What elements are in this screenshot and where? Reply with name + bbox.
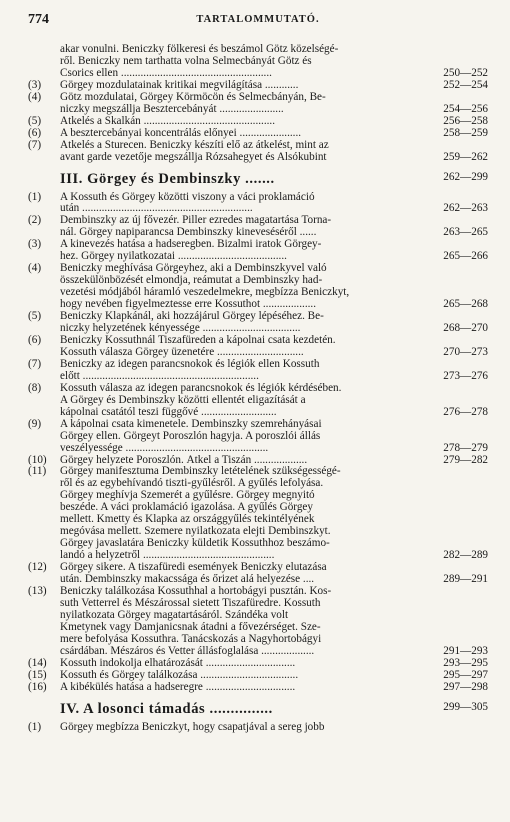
toc-entry — [28, 670, 488, 682]
page-range: 258—259 — [443, 126, 488, 139]
toc-entry — [28, 263, 488, 311]
entry-number: (13) — [28, 584, 47, 597]
entry-line: Kossuth és Görgey találkozása ................................... — [60, 669, 299, 681]
entry-text — [60, 586, 410, 658]
entry-text — [60, 562, 410, 586]
entry-number: (12) — [28, 561, 47, 574]
page-range: 295—297 — [443, 668, 488, 681]
entry-text — [60, 466, 410, 562]
toc-entry — [28, 383, 488, 419]
entry-text — [60, 419, 410, 455]
entry-line: Görgey megbízza Beniczkyt, hogy csapatjával a sereg jobb — [60, 721, 325, 733]
toc-entry — [28, 359, 488, 383]
page-range: 259—262 — [443, 150, 488, 163]
entry-text — [60, 239, 410, 263]
entry-text — [60, 116, 410, 128]
entry-line: Beniczky találkozása Kossuthhal a hortobágyi pusztán. Kos- — [60, 585, 332, 597]
page-range: 282—289 — [443, 549, 488, 562]
entry-line: III. Görgey és Dembinszky ....... — [60, 170, 275, 187]
toc-entry — [28, 658, 488, 670]
page-range: 293—295 — [443, 656, 488, 669]
entry-line: niczky helyzetének kényessége ................................... — [60, 323, 301, 335]
entry-line: ről. Beniczky nem tarthatta volna Selmecbányát Götz és — [60, 55, 312, 67]
entry-line: csárdában. Mészáros és Vetter állásfoglalása ................... — [60, 645, 315, 657]
entry-line: A kibékülés hatása a hadseregre ................................ — [60, 681, 296, 693]
toc-entry — [28, 215, 488, 239]
entry-line: megóvása mellett. Szemere nyilatkozata elejti Dembinszkyt. — [60, 526, 331, 538]
entry-line: kápolnai csatától teszi függővé ........................... — [60, 406, 277, 418]
entry-line: A besztercebányai koncentrálás előnyei ...................... — [60, 127, 302, 139]
toc-entry — [28, 455, 488, 467]
entry-text — [60, 140, 410, 164]
entry-line: Beniczky Kossuthnál Tiszafüreden a kápolnai csata kezdetén. — [60, 334, 336, 346]
page-range: 291—293 — [443, 644, 488, 657]
entry-line: A Kossuth és Görgey közötti viszony a váci proklamáció — [60, 191, 315, 203]
page-range: 276—278 — [443, 405, 488, 418]
page-range: 250—252 — [443, 66, 488, 79]
page-range: 254—256 — [443, 102, 488, 115]
entry-text — [60, 128, 410, 140]
entry-line: előtt ............................................................... — [60, 370, 259, 382]
page-range: 278—279 — [443, 441, 488, 454]
entry-line: Görgey manifesztuma Dembinszky letételének szükségességé- — [60, 466, 341, 478]
toc-entry — [28, 335, 488, 359]
page-number: 774 — [28, 12, 49, 27]
entry-line: vezetési módjából háramló veszedelmekre, megbízza Beniczkyt, — [60, 287, 350, 299]
entry-number: (9) — [28, 417, 42, 430]
entry-line: Beniczky Klapkánál, aki hozzájárul Görgey lépéséhez. Be- — [60, 311, 324, 323]
entry-line: Görgey helyzete Poroszlón. Átkel a Tiszán ................... — [60, 454, 308, 466]
entry-number: (6) — [28, 333, 42, 346]
entry-line: összekülönbözését elmondja, reámutat a Dembinszky had- — [60, 275, 323, 287]
toc-section-heading — [28, 700, 488, 718]
toc-entry — [28, 239, 488, 263]
entry-line: beszéde. A váci proklamáció igazolása. A gyűlés Görgey — [60, 502, 313, 514]
page-range: 263—265 — [443, 226, 488, 239]
page-range: 262—299 — [443, 170, 488, 183]
entry-number: (3) — [28, 238, 42, 251]
entry-text — [60, 455, 410, 467]
toc-entry — [28, 682, 488, 694]
entry-number: (1) — [28, 190, 42, 203]
entry-line: Görgey mozdulatainak kritikai megvilágítása ............ — [60, 79, 299, 91]
entry-text — [60, 359, 410, 383]
toc-entry — [28, 311, 488, 335]
entry-line: Görgey sikere. A tiszafüredi események Beniczky elutazása — [60, 562, 327, 574]
entry-line: niczky megszállja Besztercebányát ....................... — [60, 103, 284, 115]
page-range: 252—254 — [443, 78, 488, 91]
entry-number: (14) — [28, 656, 47, 669]
entry-number: (7) — [28, 138, 42, 151]
entry-line: A Görgey és Dembinszky közötti ellentét eligazítását a — [60, 394, 306, 406]
entry-line: Kmetynek vagy Damjanicsnak átadni a fővezérséget. Sze- — [60, 621, 321, 633]
entry-text — [60, 192, 410, 216]
entry-number: (6) — [28, 126, 42, 139]
entry-line: landó a helyzetről ............................................... — [60, 550, 275, 562]
entry-text — [60, 335, 410, 359]
entry-line: Kossuth indokolja elhatározását ................................ — [60, 657, 296, 669]
entry-text — [60, 80, 410, 92]
entry-number: (7) — [28, 357, 42, 370]
entry-text — [60, 383, 410, 419]
page-range: 297—298 — [443, 680, 488, 693]
page-range: 262—263 — [443, 202, 488, 215]
page-range: 265—268 — [443, 298, 488, 311]
toc-entry — [28, 722, 488, 734]
page-range: 289—291 — [443, 573, 488, 586]
entry-number: (4) — [28, 262, 42, 275]
page-header — [28, 12, 488, 32]
entry-line: Átkelés a Skalkán ............................................... — [60, 115, 276, 127]
entry-line: Götz mozdulatai, Görgey Körmöcön és Selmecbányán, Be- — [60, 91, 326, 103]
entry-line: avant garde vezetője megszállja Rózsahegyet és Alsókubint — [60, 151, 327, 163]
entry-number: (10) — [28, 453, 47, 466]
table-of-contents — [28, 44, 488, 734]
entry-text — [60, 44, 410, 80]
entry-line: veszélyessége ................................................... — [60, 442, 269, 454]
entry-line: Görgey javaslatára Beniczky küldetik Kossuthhoz beszámo- — [60, 538, 330, 550]
toc-entry — [28, 44, 488, 80]
entry-line: IV. A losonci támadás ............... — [60, 700, 273, 717]
entry-number: (4) — [28, 90, 42, 103]
entry-number: (5) — [28, 310, 42, 323]
entry-text — [60, 215, 410, 239]
page-range: 265—266 — [443, 250, 488, 263]
page-range: 270—273 — [443, 345, 488, 358]
entry-number: (2) — [28, 214, 42, 227]
entry-number: (15) — [28, 668, 47, 681]
entry-text — [60, 263, 410, 311]
page-range: 299—305 — [443, 700, 488, 713]
entry-line: Görgey meghívja Szemerét a gyűlésre. Görgey megnyitó — [60, 490, 315, 502]
entry-text — [60, 722, 410, 734]
entry-number: (16) — [28, 680, 47, 693]
running-title: TARTALOMMUTATÓ. — [196, 14, 320, 25]
page-range: 256—258 — [443, 114, 488, 127]
entry-text — [60, 311, 410, 335]
entry-line: Beniczky meghívása Görgeyhez, aki a Dembinszkyvel való — [60, 263, 327, 275]
entry-line: nyilatkozata Görgey magatartásáról. Szándéka volt — [60, 609, 289, 621]
entry-line: Kossuth válasza Görgey üzenetére ............................... — [60, 346, 304, 358]
entry-number: (1) — [28, 720, 42, 733]
toc-entry — [28, 419, 488, 455]
entry-line: ről és az egybehívandó tiszti-gyűlésről. A gyűlés lefolyása. — [60, 478, 324, 490]
entry-line: után. Dembinszky makacssága és őrizet alá helyezése .... — [60, 574, 315, 586]
entry-line: Átkelés a Sturecen. Beniczky készíti elő az átkelést, mint az — [60, 139, 329, 151]
toc-entry — [28, 92, 488, 116]
entry-text — [60, 658, 410, 670]
toc-entry — [28, 192, 488, 216]
entry-text — [60, 170, 410, 188]
toc-section-heading — [28, 170, 488, 188]
entry-line: Beniczky az idegen parancsnokok és légiók ellen Kossuth — [60, 358, 320, 370]
entry-line: A kápolnai csata kimenetele. Dembinszky szemrehányásai — [60, 418, 322, 430]
entry-number: (8) — [28, 381, 42, 394]
entry-line: után ............................................................. — [60, 203, 253, 215]
page-range: 268—270 — [443, 322, 488, 335]
entry-line: mellett. Kmetty és Klapka az országgyűlés tekintélyének — [60, 514, 315, 526]
entry-line: Csorics ellen ...................................................... — [60, 67, 272, 79]
toc-entry — [28, 80, 488, 92]
entry-text — [60, 670, 410, 682]
entry-line: A kinevezés hatása a hadseregben. Bizalmi iratok Görgey- — [60, 239, 322, 251]
entry-number: (11) — [28, 465, 47, 478]
entry-text — [60, 682, 410, 694]
entry-line: Görgey ellen. Görgeyt Poroszlón hagyja. A poroszlói állás — [60, 430, 321, 442]
entry-line: nál. Görgey napiparancsa Dembinszky kineveséséről ...... — [60, 227, 317, 239]
entry-line: akar vonulni. Beniczky fölkeresi és beszámol Götz közelségé- — [60, 44, 339, 55]
entry-text — [60, 92, 410, 116]
toc-entry — [28, 586, 488, 658]
page-range: 279—282 — [443, 453, 488, 466]
entry-line: mere befolyása Kossuthra. Tanácskozás a Nagyhortobágyi — [60, 633, 322, 645]
entry-line: hogy nevében figyelmeztesse erre Kossuthot ................... — [60, 299, 317, 311]
entry-text — [60, 700, 410, 718]
entry-number: (5) — [28, 114, 42, 127]
toc-entry — [28, 562, 488, 586]
entry-line: hez. Görgey nyilatkozatai ....................................... — [60, 251, 287, 263]
toc-entry — [28, 116, 488, 128]
entry-line: Kossuth válasza az idegen parancsnokok és légiók kérdésében. — [60, 382, 342, 394]
entry-line: suth Vetterrel és Mészárossal sietett Tiszafüredre. Kossuth — [60, 597, 321, 609]
entry-line: Dembinszky az új fővezér. Piller ezredes magatartása Torna- — [60, 215, 332, 227]
entry-number: (3) — [28, 78, 42, 91]
toc-entry — [28, 140, 488, 164]
toc-entry — [28, 128, 488, 140]
page-range: 273—276 — [443, 369, 488, 382]
toc-entry — [28, 466, 488, 562]
